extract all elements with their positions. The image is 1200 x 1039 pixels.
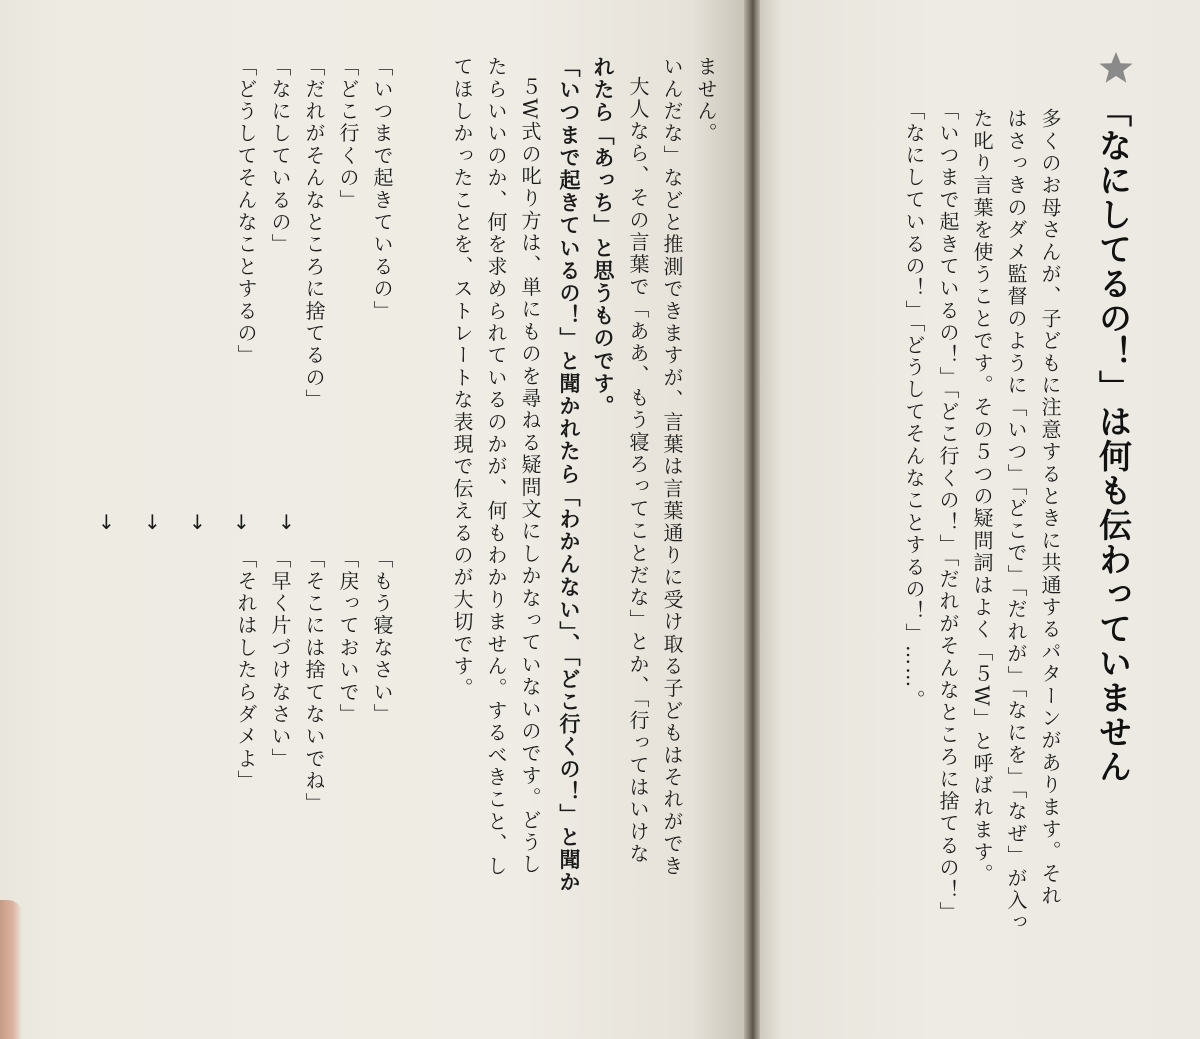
section-heading: 「なにしてるの！」は何も伝わっていません xyxy=(1094,94,1133,784)
right-paragraph-line-5: 「なにしているの！」「どうしてそんなことするの！」……。 xyxy=(902,100,926,712)
example-answer-5: 「それはしたらダメよ」 xyxy=(234,548,258,793)
example-question-2: 「どこ行くの」 xyxy=(336,56,360,212)
arrow-down-icon: ↓ xyxy=(233,510,250,534)
example-question-3: 「だれがそんなところに捨てるの」 xyxy=(302,56,326,412)
example-answer-4: 「早く片づけなさい」 xyxy=(268,548,292,770)
example-answer-2: 「戻っておいで」 xyxy=(336,548,360,726)
example-question-1: 「いつまで起きているの」 xyxy=(370,56,394,323)
example-answer-3: 「そこには捨てないでね」 xyxy=(302,548,326,815)
left-paragraph-line-2: いんだな」などと推測できますが、言葉は言葉通りに受け取る子どもはそれができ xyxy=(660,56,684,878)
right-paragraph-line-4: 「いつまで起きているの！」「どこ行くの！」「だれがそんなところに捨てるの！」 xyxy=(936,100,960,924)
left-paragraph-line-3: 大人なら、その言葉で「ああ、もう寝ろってことだな」とか、「行ってはいけな xyxy=(626,76,650,866)
left-paragraph-line-6: てほしかったことを、ストレートな表現で伝えるのが大切です。 xyxy=(450,56,474,700)
example-question-4: 「なにしているの」 xyxy=(268,56,292,256)
left-paragraph-line-1: ません。 xyxy=(694,56,718,145)
left-bold-line-2: 「いつまで起きているの！」と聞かれたら「わかんない」、「どこ行くの！」と聞か xyxy=(557,56,581,894)
example-question-5: 「どうしてそんなことするの」 xyxy=(234,56,258,367)
right-paragraph-line-2: はさっきのダメ監督のように「いつ」「どこで」「だれが」「なにを」「なぜ」が入っ xyxy=(1004,108,1028,934)
book-gutter xyxy=(744,0,760,1039)
left-paragraph-line-5: たらいいのか、何を求められているのかが、何もわかりません。するべきこと、し xyxy=(484,56,508,878)
right-paragraph-line-1: 多くのお母さんが、子どもに注意するときに共通するパターンがあります。それ xyxy=(1038,108,1062,908)
arrow-down-icon: ↓ xyxy=(278,510,295,534)
left-paragraph-line-4: ５W式の叱り方は、単にものを尋ねる疑問文にしかなっていないのです。どうし xyxy=(518,76,542,876)
star-icon xyxy=(1098,50,1134,86)
arrow-down-icon: ↓ xyxy=(189,510,206,534)
arrow-down-icon: ↓ xyxy=(144,510,161,534)
finger xyxy=(0,900,22,1039)
example-answer-1: 「もう寝なさい」 xyxy=(370,548,394,726)
right-paragraph-line-3: た叱り言葉を使うことです。その５つの疑問詞はよく「５W」と呼ばれます。 xyxy=(970,108,994,886)
arrow-down-icon: ↓ xyxy=(98,510,115,534)
left-bold-line-1: れたら「あっち」と思うものです。 xyxy=(591,56,615,418)
